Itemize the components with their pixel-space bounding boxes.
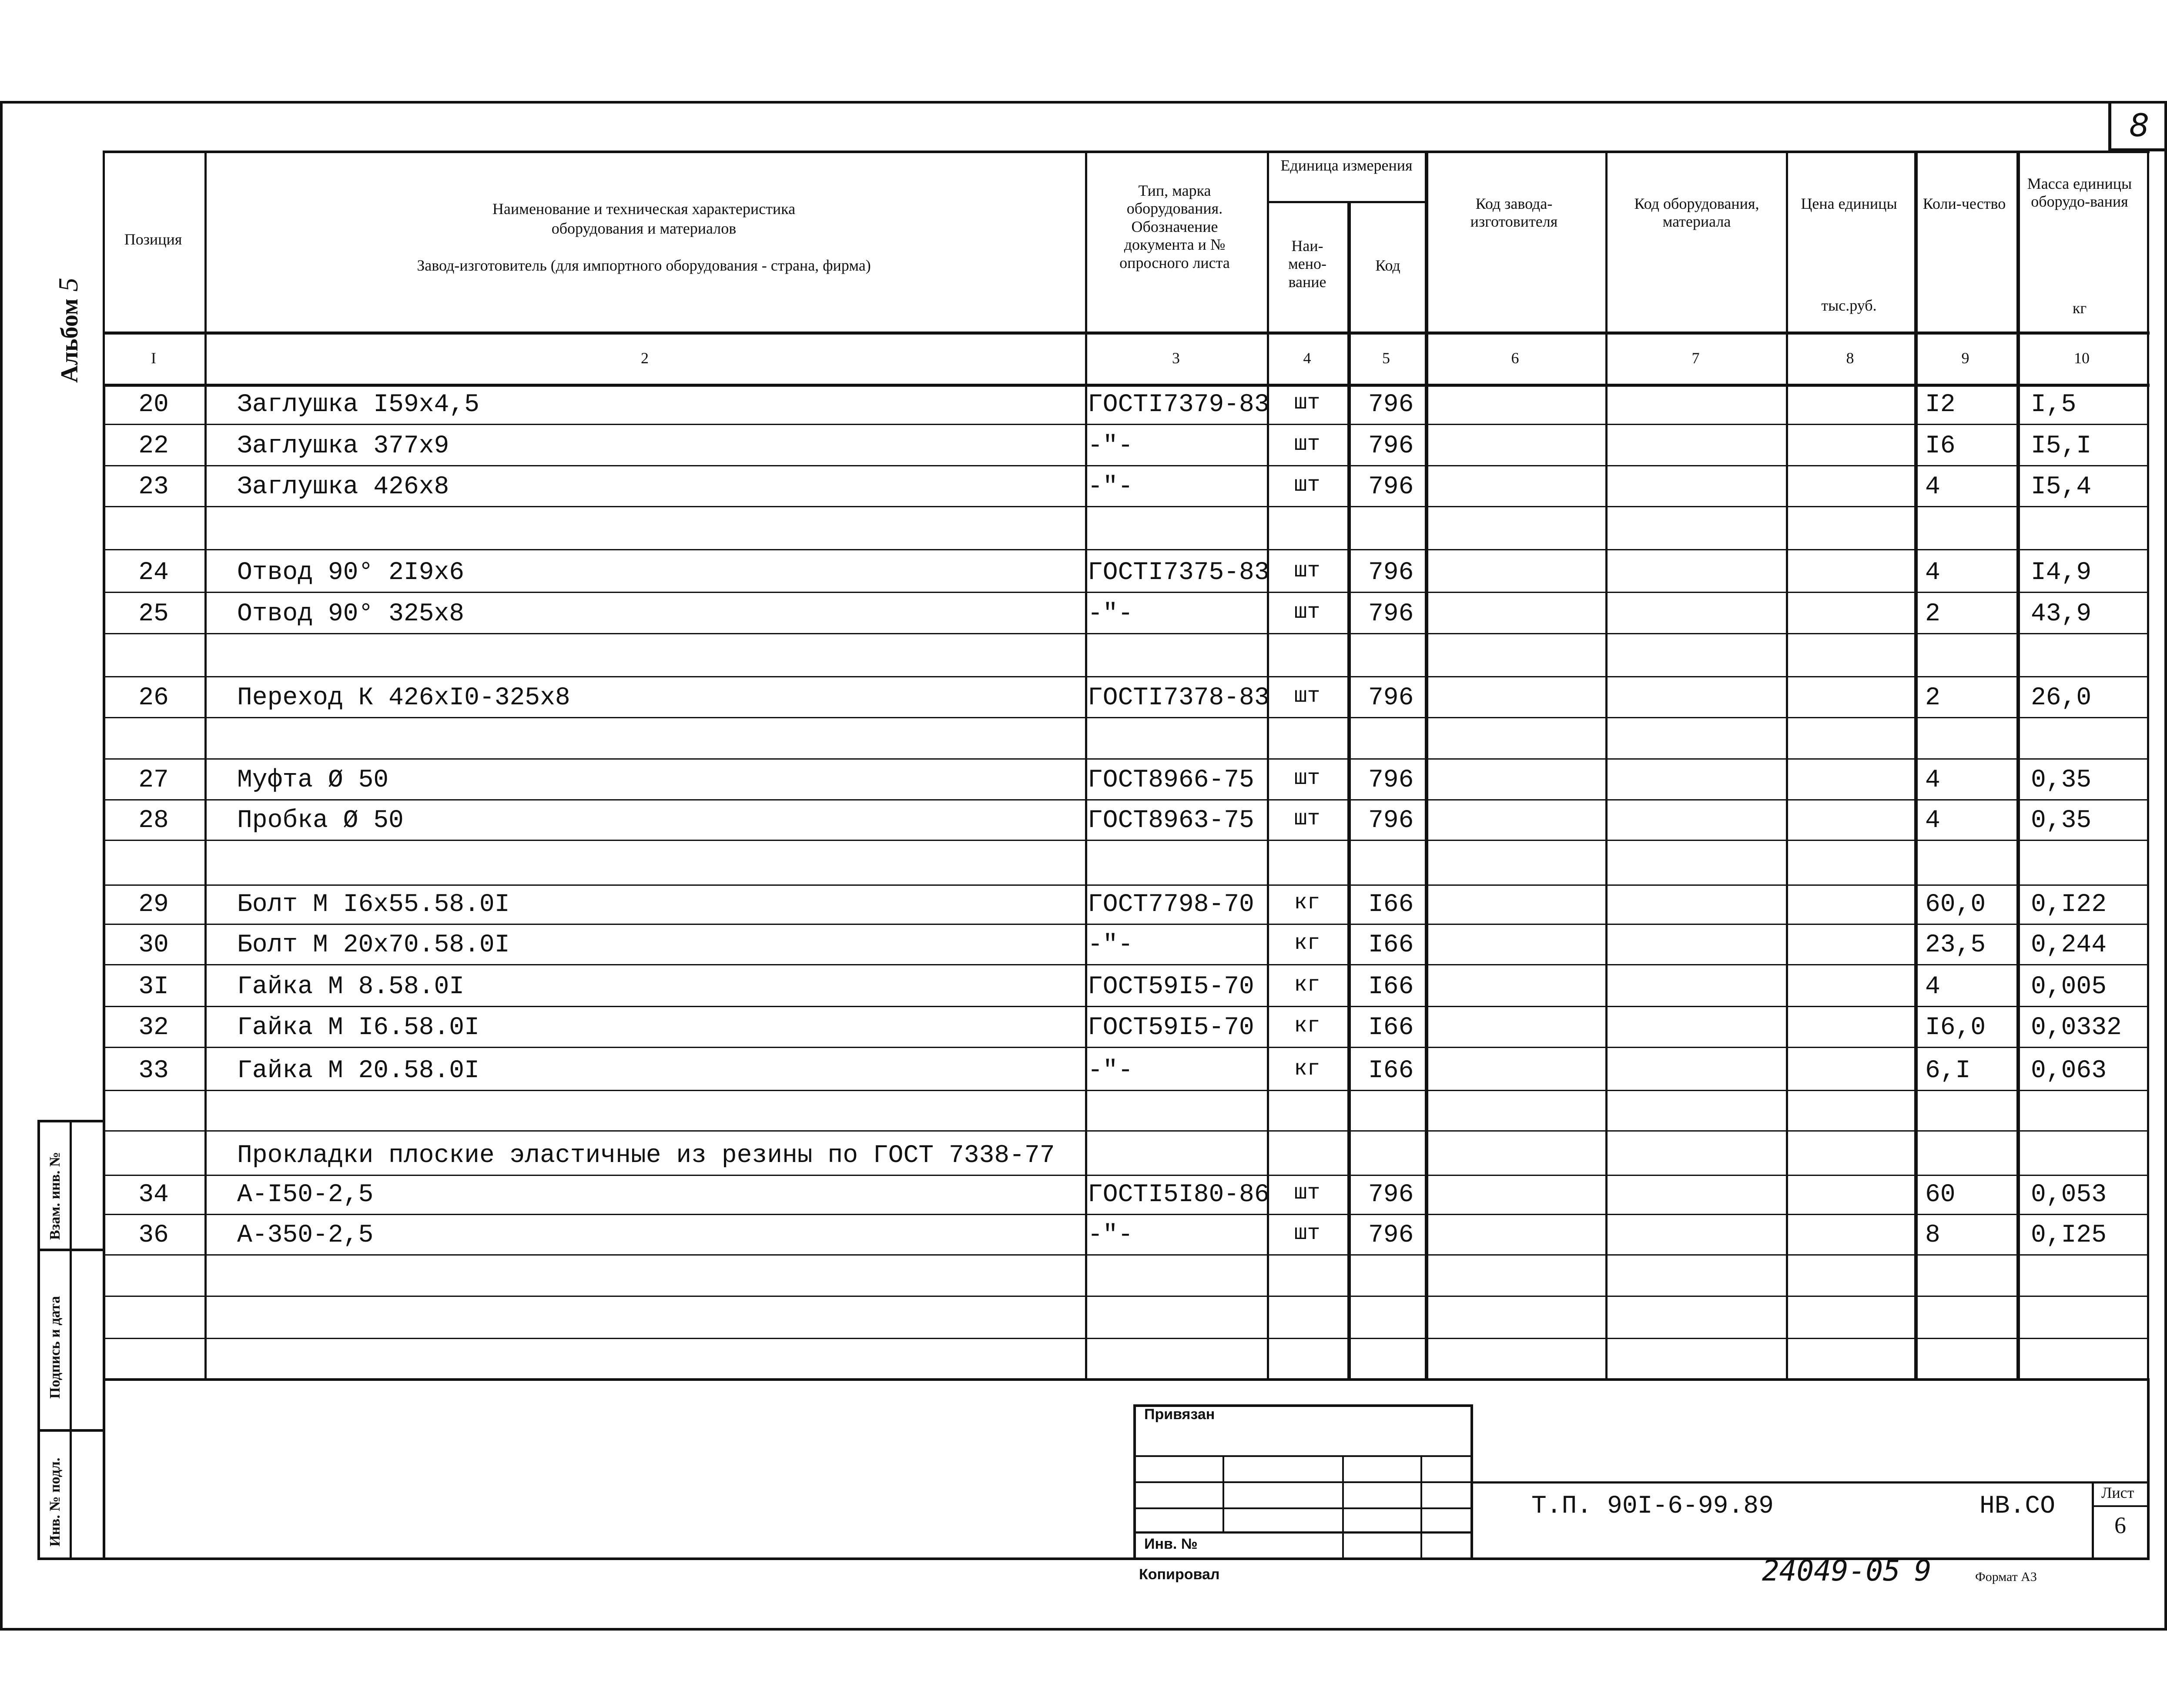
row-qty: I6,0 (1925, 1014, 1986, 1042)
side-box-left (37, 1120, 40, 1560)
column-number: 2 (641, 349, 649, 367)
row-name: Муфта Ø 50 (237, 766, 389, 794)
row-name: Гайка М I6.58.0I (237, 1014, 479, 1042)
row-pos: 3I (138, 973, 169, 1001)
row-qty: 8 (1925, 1221, 1940, 1249)
column-number: I (151, 349, 156, 367)
handwritten-code: 24049-05 (1762, 1554, 1900, 1587)
row-pos: 32 (138, 1014, 169, 1042)
column-number: 3 (1172, 349, 1180, 367)
row-mass: I4,9 (2031, 559, 2092, 587)
row-type: ГОСТI7375-83 (1088, 559, 1269, 587)
title-block-top (1470, 1481, 2147, 1484)
stamp-inventory-label: Инв. № (1144, 1536, 1198, 1552)
header-unit-code: Код (1375, 257, 1400, 274)
row-pos: 33 (138, 1057, 169, 1085)
row-type: -"- (1088, 600, 1133, 628)
row-name: Отвод 90° 2I9х6 (237, 559, 465, 587)
sheet-box-divider (2092, 1505, 2147, 1507)
row-code: 796 (1368, 391, 1414, 419)
row-unit: шт (1294, 432, 1320, 457)
row-mass: I,5 (2031, 391, 2077, 419)
column-number: 7 (1691, 349, 1700, 367)
header-name-line2: оборудования и материалов (551, 220, 737, 237)
column-divider (1085, 151, 1087, 1378)
row-qty: 4 (1925, 807, 1940, 835)
row-qty: 23,5 (1925, 931, 1986, 959)
row-divider (103, 1214, 2147, 1215)
row-type: ГОСТ59I5-70 (1088, 1014, 1254, 1042)
row-mass: 0,I25 (2031, 1221, 2107, 1249)
row-name: А-350-2,5 (237, 1221, 374, 1249)
row-code: 796 (1368, 684, 1414, 712)
column-divider (1605, 151, 1608, 1378)
row-code: 796 (1368, 807, 1414, 835)
side-box-inner (70, 1120, 72, 1560)
sheet-box-left (2092, 1481, 2094, 1557)
row-mass: I5,I (2031, 432, 2092, 460)
row-mass: 26,0 (2031, 684, 2092, 712)
row-qty: 60,0 (1925, 891, 1986, 919)
column-number: 10 (2074, 349, 2090, 367)
row-mass: 0,063 (2031, 1057, 2107, 1085)
row-code: I66 (1368, 1014, 1414, 1042)
row-divider (103, 717, 2147, 718)
header-factory-code: Код завода-изготовителя (1470, 195, 1558, 231)
row-name: Гайка М 20.58.0I (237, 1057, 479, 1085)
header-price-unit: тыс.руб. (1821, 297, 1877, 314)
row-divider (103, 1090, 2147, 1091)
row-name: Болт М I6х55.58.0I (237, 891, 510, 919)
document-mark: НВ.СО (1979, 1492, 2056, 1520)
row-divider (103, 924, 2147, 925)
row-pos: 28 (138, 807, 169, 835)
row-type: -"- (1088, 1221, 1133, 1249)
column-divider (204, 151, 207, 1378)
row-divider (103, 884, 2147, 886)
row-type: -"- (1088, 473, 1133, 501)
stamp-top-border (103, 1378, 2150, 1381)
row-unit: кг (1294, 1057, 1320, 1082)
stamp-grid-col (1420, 1455, 1422, 1557)
header-material-code: Код оборудования, материала (1634, 195, 1759, 231)
stamp-grid-row (1133, 1481, 1470, 1483)
row-qty: 4 (1925, 559, 1940, 587)
row-divider (103, 1047, 2147, 1048)
row-code: I66 (1368, 1057, 1414, 1085)
row-pos: 20 (138, 391, 169, 419)
column-number: 4 (1303, 349, 1311, 367)
row-unit: шт (1294, 684, 1320, 709)
row-unit: шт (1294, 766, 1320, 791)
row-divider (103, 676, 2147, 677)
column-divider (2016, 151, 2020, 1378)
row-type: ГОСТ8966-75 (1088, 766, 1254, 794)
side-label-inventory: Инв. № подл. (47, 1457, 63, 1547)
document-code: Т.П. 90I-6-99.89 (1531, 1492, 1774, 1520)
header-name-line1: Наименование и техническая характеристика (492, 200, 796, 218)
column-divider (1786, 151, 1788, 1378)
row-code: 796 (1368, 432, 1414, 460)
row-qty: 4 (1925, 473, 1940, 501)
row-divider (103, 1254, 2147, 1256)
column-divider (2147, 151, 2149, 1378)
row-unit: шт (1294, 559, 1320, 583)
row-pos: 24 (138, 559, 169, 587)
row-type: -"- (1088, 931, 1133, 959)
row-name: А-I50-2,5 (237, 1181, 374, 1209)
row-type: -"- (1088, 432, 1133, 460)
row-qty: I6 (1925, 432, 1956, 460)
row-code: I66 (1368, 973, 1414, 1001)
column-divider (1914, 151, 1918, 1378)
row-divider (103, 840, 2147, 841)
row-mass: 0,244 (2031, 931, 2107, 959)
stamp-grid-row (1133, 1507, 1470, 1509)
row-qty: 2 (1925, 600, 1940, 628)
row-unit: кг (1294, 1014, 1320, 1038)
paper-format: Формат А3 (1975, 1570, 2037, 1584)
side-label-replacement: Взам. инв. № (47, 1152, 63, 1240)
row-qty: 6,I (1925, 1057, 1971, 1085)
header-mass-unit: кг (2072, 299, 2087, 317)
stamp-copied-label: Копировал (1139, 1566, 1220, 1583)
row-name: Гайка М 8.58.0I (237, 973, 465, 1001)
row-name: Заглушка 377х9 (237, 432, 449, 460)
row-mass: 0,053 (2031, 1181, 2107, 1209)
column-divider (1347, 201, 1351, 1378)
row-divider (103, 1175, 2147, 1176)
row-divider (103, 758, 2147, 760)
sheet-number: 8 (2108, 103, 2167, 151)
row-pos: 34 (138, 1181, 169, 1209)
row-unit: шт (1294, 807, 1320, 831)
row-code: 796 (1368, 559, 1414, 587)
row-name: Болт М 20х70.58.0I (237, 931, 510, 959)
row-unit: шт (1294, 1221, 1320, 1246)
row-name: Прокладки плоские эластичные из резины по ГОСТ 7338-77 (237, 1142, 1055, 1170)
row-mass: 0,I22 (2031, 891, 2107, 919)
row-code: 796 (1368, 473, 1414, 501)
album-number: 5 (53, 278, 84, 292)
drawing-frame (0, 101, 2167, 1631)
row-qty: 2 (1925, 684, 1940, 712)
stamp-attached-label: Привязан (1144, 1406, 1215, 1423)
row-divider (103, 799, 2147, 800)
row-unit: шт (1294, 1181, 1320, 1206)
row-qty: 4 (1925, 973, 1940, 1001)
row-type: ГОСТI7378-83 (1088, 684, 1269, 712)
row-mass: 0,0332 (2031, 1014, 2122, 1042)
row-divider (103, 465, 2147, 466)
row-divider (103, 549, 2147, 550)
stamp-grid-col (1222, 1455, 1224, 1531)
row-unit: шт (1294, 600, 1320, 625)
stamp-grid-row (1133, 1455, 1470, 1457)
row-pos: 30 (138, 931, 169, 959)
header-unit-group: Единица измерения (1280, 157, 1413, 174)
handwritten-number: 9 (1914, 1554, 1932, 1587)
row-name: Пробка Ø 50 (237, 807, 404, 835)
row-code: 796 (1368, 1181, 1414, 1209)
sheet-value: 6 (2114, 1512, 2126, 1538)
row-unit: шт (1294, 473, 1320, 498)
row-pos: 29 (138, 891, 169, 919)
header-price: Цена единицы (1801, 195, 1897, 212)
stamp-right-border (2147, 1378, 2150, 1560)
row-divider (103, 424, 2147, 425)
unit-group-divider (1267, 201, 1425, 203)
row-mass: 0,35 (2031, 766, 2092, 794)
row-code: I66 (1368, 891, 1414, 919)
row-pos: 36 (138, 1221, 169, 1249)
row-qty: 60 (1925, 1181, 1956, 1209)
row-type: ГОСТI7379-83 (1088, 391, 1269, 419)
row-type: ГОСТI5I80-86 (1088, 1181, 1269, 1209)
row-code: 796 (1368, 1221, 1414, 1249)
row-type: ГОСТ8963-75 (1088, 807, 1254, 835)
header-position: Позиция (124, 231, 182, 248)
row-pos: 26 (138, 684, 169, 712)
table-top-border (103, 151, 2150, 153)
header-type: Тип, марка оборудования. Обозначение документа и № опросного листа (1119, 182, 1230, 271)
row-pos: 25 (138, 600, 169, 628)
row-divider (103, 1338, 2147, 1339)
row-name: Отвод 90° 325х8 (237, 600, 465, 628)
column-number: 8 (1846, 349, 1854, 367)
row-code: 796 (1368, 600, 1414, 628)
row-type: ГОСТ59I5-70 (1088, 973, 1254, 1001)
row-mass: 0,005 (2031, 973, 2107, 1001)
row-mass: 43,9 (2031, 600, 2092, 628)
row-unit: кг (1294, 931, 1320, 956)
row-divider (103, 964, 2147, 965)
row-pos: 22 (138, 432, 169, 460)
header-manufacturer: Завод-изготовитель (для импортного оборудования - страна, фирма) (417, 257, 871, 274)
row-pos: 27 (138, 766, 169, 794)
row-qty: 4 (1925, 766, 1940, 794)
row-name: Заглушка I59х4,5 (237, 391, 479, 419)
row-divider (103, 1296, 2147, 1297)
row-type: -"- (1088, 1057, 1133, 1085)
column-numbers-bottom-border (103, 384, 2150, 387)
row-code: I66 (1368, 931, 1414, 959)
stamp-grid-row (1133, 1531, 1470, 1534)
row-type: ГОСТ7798-70 (1088, 891, 1254, 919)
column-divider (1425, 151, 1428, 1378)
row-qty: I2 (1925, 391, 1956, 419)
side-label-signature: Подпись и дата (47, 1296, 63, 1399)
row-divider (103, 506, 2147, 507)
row-divider (103, 1006, 2147, 1007)
stamp-grid-col (1342, 1455, 1344, 1557)
row-mass: I5,4 (2031, 473, 2092, 501)
header-quantity: Коли-чество (1923, 195, 2006, 212)
row-mass: 0,35 (2031, 807, 2092, 835)
column-number: 5 (1382, 349, 1390, 367)
row-code: 796 (1368, 766, 1414, 794)
header-mass: Масса единицы оборудо-вания (2027, 175, 2132, 211)
album-label (52, 209, 87, 383)
row-name: Переход К 426хI0-325х8 (237, 684, 570, 712)
row-divider (103, 1130, 2147, 1132)
header-bottom-border (103, 332, 2150, 335)
column-number: 6 (1511, 349, 1519, 367)
row-pos: 23 (138, 473, 169, 501)
row-unit: кг (1294, 891, 1320, 915)
row-divider (103, 633, 2147, 634)
row-unit: кг (1294, 973, 1320, 998)
row-unit: шт (1294, 391, 1320, 415)
album-label-text: Альбом (56, 298, 83, 383)
header-unit-name: Наи-мено-вание (1288, 237, 1326, 291)
column-number: 9 (1961, 349, 1969, 367)
row-divider (103, 592, 2147, 593)
row-name: Заглушка 426х8 (237, 473, 449, 501)
sheet-label: Лист (2101, 1484, 2134, 1501)
